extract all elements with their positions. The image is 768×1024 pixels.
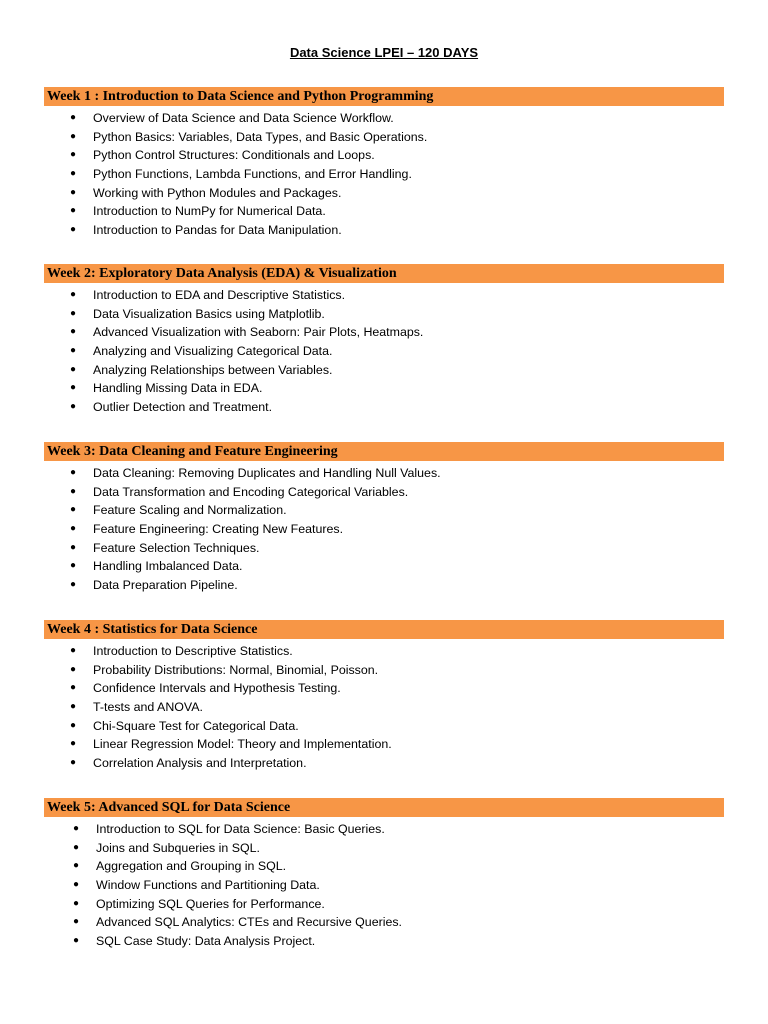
document-title: Data Science LPEI – 120 DAYS [289,45,479,60]
topic-text: Outlier Detection and Treatment. [93,400,273,415]
list-item [44,109,724,128]
bullet-icon: ● [70,645,77,656]
topic-text: Linear Regression Model: Theory and Implementation. [93,737,392,752]
bullet-icon: ● [70,401,77,413]
list-item [44,379,724,398]
bullet-icon: ● [70,719,77,731]
list-item [44,576,724,595]
bullet-icon: ● [70,523,77,535]
week-5-section [44,798,724,951]
topic-text: Correlation Analysis and Interpretation. [93,756,307,771]
week-2-topic-list [44,286,724,417]
topic-text: Data Preparation Pipeline. [93,578,238,593]
topic-text: Window Functions and Partitioning Data. [96,878,320,893]
bullet-icon: ● [70,326,77,338]
bullet-icon: ● [70,205,77,217]
topic-text: Introduction to Descriptive Statistics. [93,644,293,658]
topic-text: Data Transformation and Encoding Categorical Variables. [93,484,409,499]
list-item [44,932,724,951]
bullet-icon: ● [70,560,77,572]
topic-text: Aggregation and Grouping in SQL. [96,859,287,874]
bullet-icon: ● [70,682,77,694]
topic-text: Advanced SQL Analytics: CTEs and Recursive Queries. [96,915,403,930]
topic-text: Introduction to EDA and Descriptive Statistics. [93,288,346,302]
list-item [44,539,724,558]
topic-text: Python Control Structures: Conditionals and Loops. [93,148,375,163]
bullet-icon: ● [70,382,77,394]
week-4-section [44,620,724,773]
week-5-header: Week 5: Advanced SQL for Data Science [44,798,724,817]
topic-text: Probability Distributions: Normal, Binomial, Poisson. [93,662,379,677]
bullet-icon: ● [73,860,80,872]
topic-text: Optimizing SQL Queries for Performance. [96,896,325,911]
topic-text: Data Visualization Basics using Matplotlib. [93,306,325,321]
topic-text: Data Cleaning: Removing Duplicates and Handling Null Values. [93,466,441,480]
list-item [44,698,724,717]
list-item [44,501,724,520]
list-item [44,557,724,576]
list-item [44,483,724,502]
week-4-header: Week 4 : Statistics for Data Science [44,620,724,639]
list-item [44,221,724,240]
week-4-topic-list [44,642,724,773]
week-3-header: Week 3: Data Cleaning and Feature Engineering [44,442,724,461]
list-item [44,717,724,736]
topic-text: Analyzing and Visualizing Categorical Data. [93,344,333,359]
bullet-icon: ● [70,130,77,142]
bullet-icon: ● [73,916,80,928]
week-1-section [44,87,724,240]
topic-text: Python Functions, Lambda Functions, and Error Handling. [93,167,412,182]
list-item [44,857,724,876]
list-item [44,895,724,914]
bullet-icon: ● [70,307,77,319]
bullet-icon: ● [70,579,77,591]
topic-text: Python Basics: Variables, Data Types, and Basic Operations. [93,129,428,144]
topic-text: T-tests and ANOVA. [93,700,203,715]
bullet-icon: ● [70,467,77,478]
list-item [44,876,724,895]
topic-text: Feature Scaling and Normalization. [93,503,287,518]
week-1-topic-list [44,109,724,240]
list-item [44,679,724,698]
bullet-icon: ● [70,186,77,198]
bullet-icon: ● [70,112,77,123]
bullet-icon: ● [73,841,80,853]
topic-text: Chi-Square Test for Categorical Data. [93,718,299,733]
bullet-icon: ● [73,879,80,891]
topic-text: Feature Engineering: Creating New Features. [93,522,344,537]
bullet-icon: ● [70,738,77,750]
list-item [44,520,724,539]
topic-text: Introduction to NumPy for Numerical Data. [93,204,326,219]
bullet-icon: ● [70,757,77,769]
topic-text: Confidence Intervals and Hypothesis Testing. [93,681,341,696]
topic-text: Advanced Visualization with Seaborn: Pair Plots, Heatmaps. [93,325,424,340]
bullet-icon: ● [70,701,77,713]
list-item [44,305,724,324]
list-item [44,128,724,147]
bullet-icon: ● [70,149,77,161]
list-item [44,146,724,165]
week-2-section [44,264,724,417]
list-item [44,323,724,342]
topic-text: Introduction to Pandas for Data Manipulation. [93,223,342,238]
topic-text: Working with Python Modules and Packages. [93,185,342,200]
topic-text: SQL Case Study: Data Analysis Project. [96,934,316,949]
topic-text: Introduction to SQL for Data Science: Basic Queries. [96,822,385,836]
topic-text: Analyzing Relationships between Variables. [93,362,333,377]
topic-text: Overview of Data Science and Data Science Workflow. [93,111,394,125]
list-item [44,398,724,417]
list-item [44,361,724,380]
bullet-icon: ● [70,663,77,675]
week-1-header: Week 1 : Introduction to Data Science and Python Programming [44,87,724,106]
list-item [44,642,724,661]
bullet-icon: ● [73,935,80,947]
bullet-icon: ● [70,345,77,357]
list-item [44,184,724,203]
bullet-icon: ● [70,224,77,236]
topic-text: Feature Selection Techniques. [93,540,260,555]
list-item [44,202,724,221]
week-5-topic-list [44,820,724,951]
bullet-icon: ● [70,504,77,516]
week-3-section [44,442,724,595]
bullet-icon: ● [70,289,77,300]
bullet-icon: ● [70,168,77,180]
list-item [44,820,724,839]
list-item [44,735,724,754]
bullet-icon: ● [70,363,77,375]
bullet-icon: ● [70,485,77,497]
week-3-topic-list [44,464,724,595]
bullet-icon: ● [73,823,80,834]
list-item [44,342,724,361]
topic-text: Joins and Subqueries in SQL. [96,840,260,855]
topic-text: Handling Imbalanced Data. [93,559,243,574]
list-item [44,464,724,483]
bullet-icon: ● [70,541,77,553]
topic-text: Handling Missing Data in EDA. [93,381,263,396]
list-item [44,661,724,680]
bullet-icon: ● [73,897,80,909]
week-2-header: Week 2: Exploratory Data Analysis (EDA) & Visualization [44,264,724,283]
list-item [44,913,724,932]
list-item [44,839,724,858]
list-item [44,754,724,773]
list-item [44,165,724,184]
list-item [44,286,724,305]
